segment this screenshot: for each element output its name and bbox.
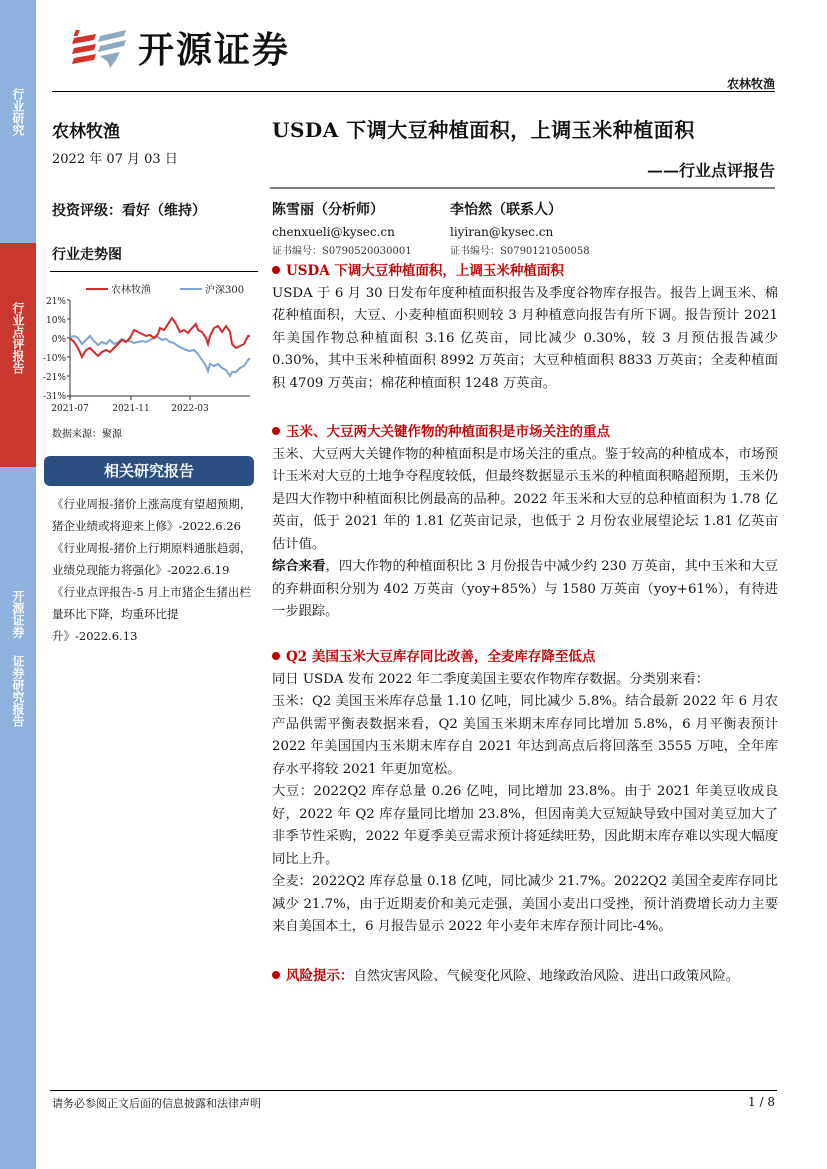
analyst-name: 李怡然（联系人） [450, 202, 562, 218]
header-divider [52, 91, 775, 92]
section-heading [272, 260, 778, 283]
report-title: USDA 下调大豆种植面积，上调玉米种植面积 [272, 118, 695, 142]
report-date: 2022 年 07 月 03 日 [52, 152, 178, 167]
risk-text: 自然灾害风险、气候变化风险、地缘政治风险、进出口政策风险。 [353, 969, 740, 984]
logo-mark-icon [70, 24, 128, 70]
x-axis-labels [51, 404, 209, 414]
chart-source: 数据来源：聚源 [52, 429, 122, 440]
summary-lead: 综合来看 [272, 559, 326, 574]
y-tick: -21% [42, 373, 66, 383]
section-heading-text: Q2 美国玉米大豆库存同比改善，全麦库存降至低点 [286, 649, 596, 665]
x-tick: 2022-03 [171, 404, 209, 414]
company-logo [70, 22, 290, 72]
risk-warning [272, 965, 778, 989]
page-number: 1 / 8 [748, 1095, 775, 1109]
trend-chart-title: 行业走势图 [52, 247, 122, 263]
investment-rating: 投资评级：看好（维持） [52, 203, 206, 219]
section-paragraph-soybean: 大豆：2022Q2 库存总量 0.26 亿吨，同比增加 23.8%。由于 2021 年美豆收成良好，2022 年 Q2 库存量同比增加 23.8%，但因南美大豆短缺导致中国对美豆加大了非季节性采购，2022 年夏季美豆需求预计将延续旺势，因此期末库存难以实现大幅度同比上升。 [272, 784, 778, 867]
header-sector-tag: 农林牧渔 [726, 77, 775, 91]
section-heading [272, 421, 778, 444]
section-heading-text: USDA 下调大豆种植面积，上调玉米种植面积 [286, 263, 564, 279]
section-paragraph-corn: 玉米：Q2 美国玉米库存总量 1.10 亿吨，同比减少 5.8%。结合最新 2022 年 6 月农产品供需平衡表数据来看，Q2 美国玉米期末库存同比增加 5.8%，6 月平衡表预计 2022 年美国国内玉米期末库存自 2021 年达到高点后将回落至 3555 万吨，全年库存水平将较 2021 年更加宽松。 [272, 694, 778, 777]
related-reports-title: 相关研究报告 [103, 462, 194, 480]
side-label-text: 开源证券 [11, 590, 25, 638]
side-label-text: 行业点评报告 [11, 302, 25, 374]
related-reports-header [44, 456, 254, 486]
section-paragraph-wheat: 全麦：2022Q2 库存总量 0.18 亿吨，同比减少 21.7%。2022Q2 美国全麦库存同比减少 21.7%，由于近期麦价和美元走强，美国小麦出口受挫，预计消费增长动力主要来自美国本土，6 月报告显示 2022 年小麦年末库存预计同比-4%。 [272, 874, 778, 934]
title-divider [270, 187, 775, 189]
y-tick: 0% [51, 335, 66, 345]
legend-label: 农林牧渔 [111, 285, 151, 296]
related-report-link[interactable]: 《行业周报-猪价上行期原料通胀趋弱，业绩兑现能力将强化》-2022.6.19 [52, 541, 252, 577]
section-q2-inventory [272, 646, 778, 939]
related-report-link[interactable]: 《行业点评报告-5 月上市猪企生猪出栏量环比下降，均重环比提升》-2022.6.13 [52, 585, 251, 643]
analyst-email[interactable]: chenxueli@kysec.cn [272, 225, 395, 239]
x-tick: 2021-11 [112, 404, 150, 414]
bullet-icon [272, 652, 280, 660]
y-axis-labels [43, 297, 66, 402]
analyst-card [272, 199, 412, 257]
report-subtitle: ——行业点评报告 [646, 161, 775, 180]
related-report-link[interactable]: 《行业周报-猪价上涨高度有望超预期，猪企业绩或将迎来上修》-2022.6.26 [52, 497, 252, 533]
trend-divider [50, 271, 258, 272]
side-label-text: 证券研究报告 [11, 655, 25, 727]
analyst-cert: 证书编号：S0790520030001 [272, 246, 412, 257]
side-label-industry-research [0, 88, 36, 136]
y-tick: 21% [45, 297, 66, 307]
side-label-research [0, 655, 36, 727]
section-paragraph: USDA 于 6 月 30 日发布年度种植面积报告及季度谷物库存报告。报告上调玉米、棉花种植面积，大豆、小麦种植面积则较 3 月种植意向报告有所下调。报告预计 2021 年美国作物总种植面积 3.16 亿英亩，同比减少 0.30%，较 3 月预估报告减少 0.30%，其中玉米种植面积 8992 万英亩；大豆种植面积 8833 万英亩；全麦种植面积 4709 万英亩；棉花种植面积 1248 万英亩。 [272, 285, 778, 391]
y-tick: -10% [42, 354, 66, 364]
contact-card [450, 199, 590, 257]
side-label-text: 行业研究 [11, 88, 25, 136]
side-label-report-type [0, 302, 36, 374]
summary-text: ，四大作物的种植面积比 3 月份报告中减少约 230 万英亩，其中玉米和大豆的弃耕面积分别为 402 万英亩（yoy+85%）与 1580 万英亩（yoy+61%），有待进一步跟踪。 [272, 559, 778, 619]
analyst-name: 陈雪丽（分析师） [272, 202, 384, 218]
logo-text: 开源证券 [138, 29, 291, 71]
risk-label: 风险提示： [286, 968, 354, 984]
chart-legend [86, 283, 244, 296]
footer-divider [50, 1090, 777, 1091]
analyst-cert: 证书编号：S0790121050058 [450, 246, 590, 257]
analyst-email[interactable]: liyiran@kysec.cn [450, 225, 554, 239]
bullet-icon [272, 971, 280, 979]
section-usda-acreage [272, 260, 778, 395]
section-heading-text: 玉米、大豆两大关键作物的种植面积是市场关注的重点 [286, 424, 610, 440]
bullet-icon [272, 266, 280, 274]
section-paragraph: 同日 USDA 发布 2022 年二季度美国主要农作物库存数据。分类别来看： [272, 671, 710, 687]
section-corn-soy-focus [272, 421, 778, 624]
y-tick: 10% [45, 316, 66, 326]
related-reports-list [52, 493, 256, 647]
footer-disclaimer: 请务必参阅正文后面的信息披露和法律声明 [52, 1097, 261, 1110]
section-paragraph: 玉米、大豆两大关键作物的种植面积是市场关注的重点。鉴于较高的种植成本，市场预计玉米对大豆的土地争夺程度较低，但最终数据显示玉米的种植面积略超预期，玉米仍是四大作物中种植面积比例最高的品种。2022 年玉米和大豆的总种植面积为 1.78 亿英亩，低于 2021 年的 1.81 亿英亩记录，也低于 2 月份农业展望论坛 1.81 亿英亩估计值。 [272, 446, 778, 552]
x-tick: 2021-07 [51, 404, 89, 414]
section-summary [272, 556, 778, 624]
section-heading [272, 646, 778, 669]
trend-line-chart [40, 278, 258, 428]
sector-name: 农林牧渔 [52, 122, 120, 142]
y-tick: -31% [42, 392, 66, 402]
legend-label: 沪深300 [205, 285, 245, 296]
bullet-icon [272, 427, 280, 435]
side-band [0, 0, 36, 1169]
side-label-brand [0, 590, 36, 638]
